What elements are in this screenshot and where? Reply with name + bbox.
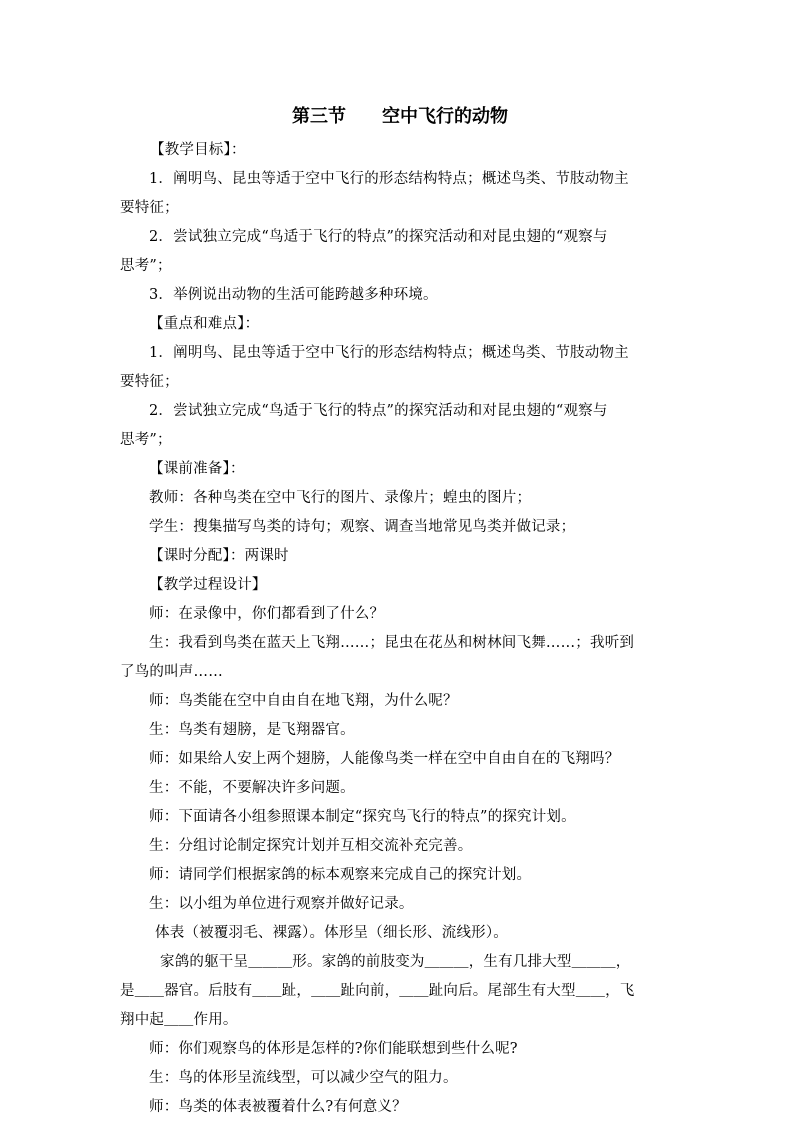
paragraph-line: 思考”； — [120, 432, 172, 448]
paragraph-line: 师：在录像中，你们都看到了什么？ — [149, 606, 385, 622]
paragraph-line: 【教学过程设计】 — [149, 577, 267, 593]
paragraph-line: 师：鸟类能在空中自由自在地飞翔，为什么呢？ — [149, 693, 458, 709]
paragraph-line: 生：以小组为单位进行观察并做好记录。 — [149, 896, 414, 912]
document-page — [120, 98, 680, 1122]
paragraph-line: 生：我看到鸟类在蓝天上飞翔……；昆虫在花丛和树林间飞舞……；我听到 — [149, 635, 635, 651]
paragraph-line: 2．尝试独立完成“鸟适于飞行的特点”的探究活动和对昆虫翅的“观察与 — [149, 403, 608, 419]
paragraph-line: 师：如果给人安上两个翅膀，人能像鸟类一样在空中自由自在的飞翔吗？ — [149, 751, 620, 767]
paragraph-line: 生：不能，不要解决许多问题。 — [149, 780, 355, 796]
paragraph-line: 家鸽的躯干呈＿＿＿形。家鸽的前肢变为＿＿＿，生有几排大型＿＿＿， — [160, 954, 631, 970]
paragraph-line: 要特征； — [120, 374, 179, 390]
paragraph-line: 【课时分配】：两课时 — [149, 548, 289, 564]
paragraph-line: 了鸟的叫声…… — [120, 664, 223, 680]
paragraph-line: 学生：搜集描写鸟类的诗句；观察、调查当地常见鸟类并做记录； — [149, 519, 576, 535]
paragraph-line: 师：下面请各小组参照课本制定“探究鸟飞行的特点”的探究计划。 — [149, 809, 576, 825]
paragraph-line: 【重点和难点】： — [149, 316, 260, 332]
paragraph-line: 要特征； — [120, 200, 179, 216]
paragraph-line: 生：分组讨论制定探究计划并互相交流补充完善。 — [149, 838, 473, 854]
paragraph-line: 【教学目标】： — [150, 142, 246, 158]
paragraph-line: 师：请同学们根据家鸽的标本观察来完成自己的探究计划。 — [149, 867, 532, 883]
paragraph-line: 师：鸟类的体表被覆着什么?有何意义？ — [149, 1099, 407, 1115]
paragraph-line: 是＿＿器官。后肢有＿＿趾，＿＿趾向前，＿＿趾向后。尾部生有大型＿＿，飞 — [120, 983, 635, 999]
document-title: 第三节 空中飞行的动物 — [292, 106, 508, 127]
paragraph-line: 翔中起＿＿作用。 — [120, 1012, 238, 1028]
paragraph-line: 1．阐明鸟、昆虫等适于空中飞行的形态结构特点；概述鸟类、节肢动物主 — [149, 345, 629, 361]
paragraph-line: 生：鸟的体形呈流线型，可以减少空气的阻力。 — [149, 1070, 458, 1086]
paragraph-line: 1．阐明鸟、昆虫等适于空中飞行的形态结构特点；概述鸟类、节肢动物主 — [149, 171, 629, 187]
paragraph-line: 【课前准备】： — [149, 461, 245, 477]
paragraph-line: 体表（被覆羽毛、裸露）。体形呈（细长形、流线形）。 — [155, 925, 508, 941]
paragraph-line: 教师：各种鸟类在空中飞行的图片、录像片；蝗虫的图片； — [149, 490, 532, 506]
paragraph-line: 思考”； — [120, 258, 172, 274]
paragraph-line: 3．举例说出动物的生活可能跨越多种环境。 — [149, 287, 438, 303]
document-body — [120, 136, 680, 1122]
paragraph-line: 2．尝试独立完成“鸟适于飞行的特点”的探究活动和对昆虫翅的“观察与 — [149, 229, 608, 245]
paragraph-line: 师：你们观察鸟的体形是怎样的?你们能联想到些什么呢? — [149, 1041, 518, 1057]
paragraph-line: 生：鸟类有翅膀，是飞翔器官。 — [149, 722, 355, 738]
